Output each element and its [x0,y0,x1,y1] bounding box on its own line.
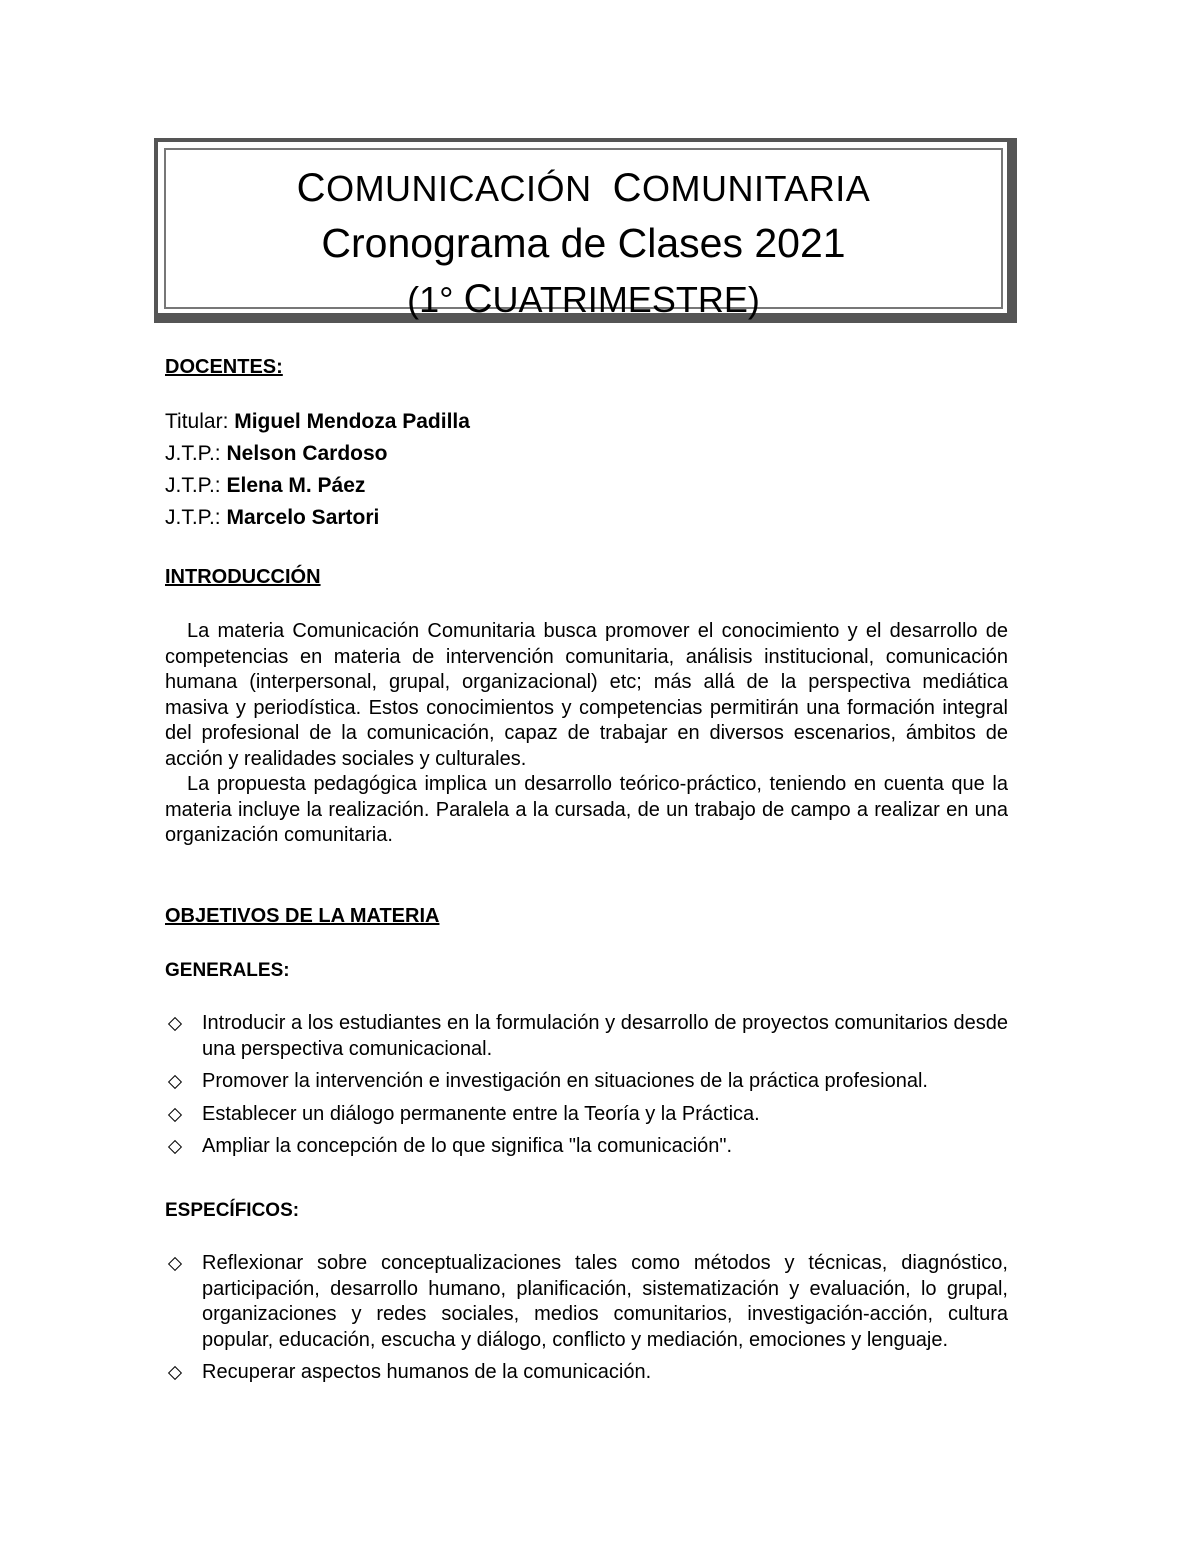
term-title [166,277,1001,322]
course-title-cap-1: C [296,166,327,210]
diamond-bullet-icon [168,1107,182,1121]
staff-line [165,410,470,434]
generales-heading: GENERALES: [165,960,290,981]
staff-name: Marcelo Sartori [226,506,380,529]
list-item-text: Recuperar aspectos humanos de la comunicación. [202,1361,652,1383]
staff-line [165,442,388,466]
especificos-heading: ESPECÍFICOS: [165,1200,300,1221]
staff-name: Elena M. Páez [226,474,366,497]
staff-name: Nelson Cardoso [226,442,388,465]
term-suffix: ) [747,279,760,320]
diamond-bullet-icon [168,1140,182,1154]
list-item [165,1069,1008,1095]
schedule-title: Cronograma de Clases 2021 [321,220,846,266]
list-item [165,1134,1008,1160]
course-title [166,166,1001,211]
diamond-bullet-icon [168,1017,182,1031]
introduccion-paragraph-1: La materia Comunicación Comunitaria busca promover el conocimiento y el desarrollo de competencias en materia de intervención comunitaria, análisis institucional, comunicación humana (interpersonal, grupal, organizacional) etc; más allá de la perspectiva mediática masiva y periodística. Estos conocimientos y competencias permitirán una formación integral del profesional de la comunicación, capaz de trabajar en diversos escenarios, ámbitos de acción y realidades sociales y culturales. [165,620,1008,770]
staff-line [165,474,365,498]
staff-role: Titular: [165,410,235,433]
course-title-word-1: OMUNICACIÓN [326,168,592,209]
term-prefix: (1° [407,279,464,320]
introduccion-heading: INTRODUCCIÓN [165,566,321,588]
generales-list [165,1011,1008,1160]
diamond-bullet-icon [168,1257,182,1271]
introduccion-paragraph-2: La propuesta pedagógica implica un desarrollo teórico-práctico, teniendo en cuenta que la materia incluye la realización. Paralela a la cursada, de un trabajo de campo a realizar en una organización comunitaria. [165,773,1008,846]
course-title-word-2: OMUNITARIA [641,168,871,209]
list-item-text: Reflexionar sobre conceptualizaciones tales como métodos y técnicas, diagnóstico, participación, desarrollo humano, planificación, sistematización y evaluación, lo grupal, organizaciones y redes sociales, medios comunitarios, investigación-acción, cultura popular, educación, escucha y diálogo, conflicto y mediación, emociones y lenguaje. [202,1252,1008,1351]
objetivos-heading: OBJETIVOS DE LA MATERIA [165,905,440,927]
title-box [154,138,1017,323]
list-item [165,1102,1008,1128]
list-item [165,1011,1008,1062]
docentes-heading: DOCENTES: [165,356,283,378]
list-item-text: Establecer un diálogo permanente entre la Teoría y la Práctica. [202,1102,760,1125]
diamond-bullet-icon [168,1366,182,1380]
especificos-list [165,1251,1008,1386]
list-item [165,1360,1008,1386]
course-title-cap-2: C [612,166,642,210]
term-cap: C [463,277,493,321]
title-inner-frame [164,148,1003,321]
diamond-bullet-icon [168,1075,182,1089]
staff-line [165,506,379,530]
staff-name: Miguel Mendoza Padilla [234,410,470,433]
introduccion-body [165,619,1008,849]
staff-role: J.T.P.: [165,506,227,529]
term-word: UATRIMESTRE [492,279,748,320]
list-item-text: Promover la intervención e investigación en situaciones de la práctica profesional. [202,1070,928,1092]
list-item-text: Introducir a los estudiantes en la formulación y desarrollo de proyectos comunitarios desde una perspectiva comunicacional. [202,1012,1008,1060]
list-item [165,1251,1008,1353]
staff-role: J.T.P.: [165,474,227,497]
list-item-text: Ampliar la concepción de lo que significa "la comunicación". [202,1135,733,1157]
staff-role: J.T.P.: [165,442,227,465]
